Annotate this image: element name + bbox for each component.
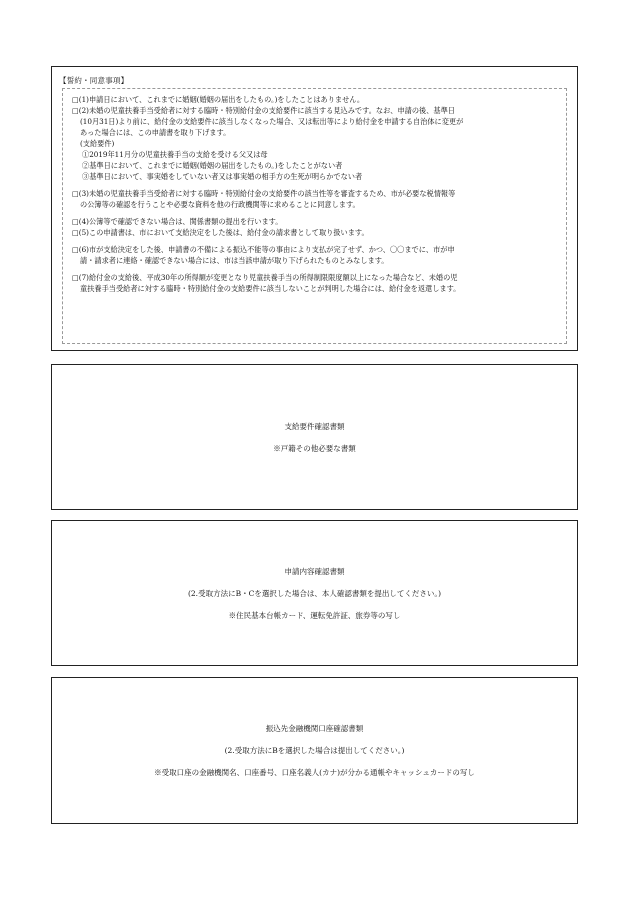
pledge-item-3: □(3)未婚の児童扶養手当受給者に対する臨時・特別給付金の支給要件の該当性等を審査するため、市が必要な税情報等 xyxy=(72,189,456,198)
requirement-2: ②基準日において、これまでに婚姻(婚姻の届出をしたもの。)をしたことがない者 xyxy=(82,161,343,170)
pledge-item-7: □(7)給付金の支給後、平成30年の所得額が変更となり児童扶養手当の所得制限限度額以上になった場合など、未婚の児 xyxy=(72,273,458,282)
doc-title: 申請内容確認書類 xyxy=(284,566,345,576)
pledge-item-2-cont: (10月31日)より前に、給付金の支給要件に該当しなくなった場合、又は転出等により給付金を申請する自治体に変更が xyxy=(80,117,464,126)
eligibility-document-attachment-box xyxy=(51,364,578,510)
application-content-document-attachment-box xyxy=(51,520,578,666)
doc-instruction: (2.受取方法にB・Cを選択した場合は、本人確認書類を提出してください。) xyxy=(187,588,441,598)
doc-instruction: (2.受取方法にBを選択した場合は提出してください。) xyxy=(224,746,405,755)
pledge-item-2: □(2)未婚の児童扶養手当受給者に対する臨時・特別給付金の支給要件に該当する見込みです。なお、申請の後、基準日 xyxy=(72,106,455,115)
pledge-item-5: □(5)この申請書は、市において支給決定をした後は、給付金の請求書として取り扱います。 xyxy=(72,228,369,237)
pledge-title: 【誓約・同意事項】 xyxy=(59,76,129,85)
doc-title: 振込先金融機関口座確認書類 xyxy=(265,724,364,733)
pledge-item-2-cont: あった場合には、この申請書を取り下げます。 xyxy=(80,128,231,137)
doc-note: ※戸籍その他必要な書類 xyxy=(273,443,356,453)
requirements-heading: (支給要件) xyxy=(80,139,115,148)
pledge-item-4: □(4)公簿等で確認できない場合は、関係書類の提出を行います。 xyxy=(72,217,283,226)
pledge-item-6-cont: 請・請求者に連絡・確認できない場合には、市は当該申請が取り下げられたものとみなします。 xyxy=(80,256,389,265)
doc-title: 支給要件確認書類 xyxy=(284,421,345,431)
doc-note: ※住民基本台帳カード、運転免許証、旅券等の写し xyxy=(228,610,401,620)
doc-note: ※受取口座の金融機関名、口座番号、口座名義人(カナ)が分かる通帳やキャッシュカードの写し xyxy=(154,768,475,777)
pledge-item-3-cont: の公簿等の確認を行うことや必要な資料を他の行政機関等に求めることに同意します。 xyxy=(80,200,360,209)
requirement-1: ①2019年11月分の児童扶養手当の支給を受ける父又は母 xyxy=(82,150,268,159)
pledge-item-7-cont: 童扶養手当受給者に対する臨時・特別給付金の支給要件に該当しないことが判明した場合には、給付金を返還します。 xyxy=(80,284,461,293)
bank-account-document-attachment-box xyxy=(51,677,578,824)
pledge-item-6: □(6)市が支給決定をした後、申請書の不備による振込不能等の事由により支払が完了せず、かつ、〇〇までに、市が申 xyxy=(72,245,455,254)
requirement-3: ③基準日において、事実婚をしていない者又は事実婚の相手方の生死が明らかでない者 xyxy=(82,172,363,181)
pledge-consent-box xyxy=(51,66,578,351)
pledge-items xyxy=(62,88,567,344)
pledge-item-1: □(1)申請日において、これまでに婚姻(婚姻の届出をしたもの。)をしたことはありません。 xyxy=(72,95,365,104)
